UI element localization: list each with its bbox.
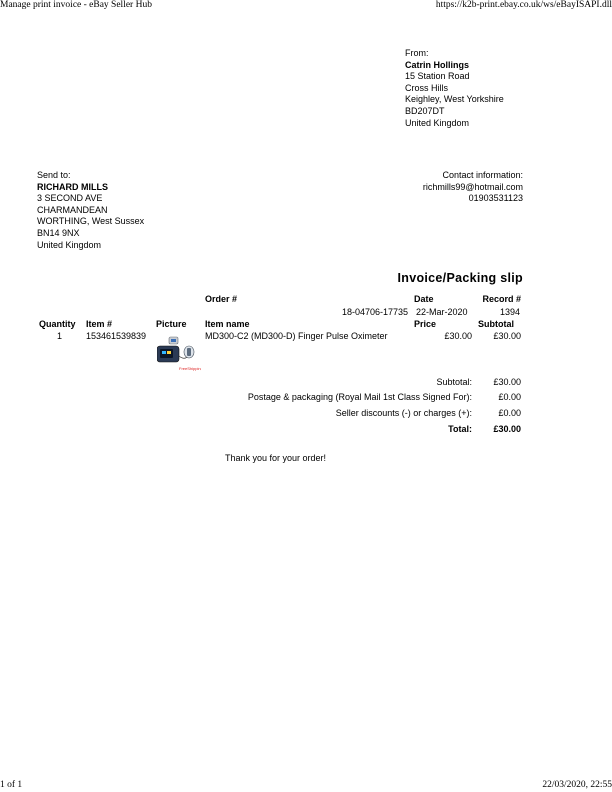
buyer-address-line: 3 SECOND AVE: [37, 193, 103, 204]
record-number-header: Record #: [482, 294, 521, 304]
buyer-address-line: CHARMANDEAN: [37, 204, 108, 215]
item-price: £30.00: [444, 331, 472, 341]
send-to-heading: Send to:: [37, 170, 71, 180]
item-number-header: Item #: [86, 319, 113, 329]
price-header: Price: [414, 319, 437, 329]
seller-address-line: Cross Hills: [405, 82, 449, 93]
send-to-block: [37, 170, 144, 251]
order-number-header: Order #: [205, 294, 238, 304]
thank-you-message: Thank you for your order!: [225, 453, 327, 463]
postage-label: Postage & packaging (Royal Mail 1st Class Signed For):: [247, 392, 472, 402]
subtotal-value: £30.00: [493, 377, 521, 387]
order-date: 22-Mar-2020: [416, 307, 468, 317]
seller-address-line: BD207DT: [405, 105, 445, 116]
print-page-count: 1 of 1: [0, 780, 23, 790]
buyer-name: RICHARD MILLS: [37, 181, 108, 192]
contact-email: richmills99@hotmail.com: [422, 181, 523, 192]
subtotal-label: Subtotal:: [436, 377, 472, 387]
pulse-oximeter-image: [157, 336, 201, 372]
item-subtotal: £30.00: [493, 331, 521, 341]
buyer-address-line: United Kingdom: [37, 239, 102, 250]
item-quantity: 1: [57, 331, 63, 341]
contact-heading: Contact information:: [442, 170, 523, 180]
print-timestamp: 22/03/2020, 22:55: [542, 780, 612, 790]
print-page-url: https://k2b-print.ebay.co.uk/ws/eBayISAPI.dll: [435, 0, 612, 10]
free-shipping-label: FreeShipping: [179, 366, 201, 371]
subtotal-header: Subtotal: [478, 319, 514, 329]
date-header: Date: [414, 294, 434, 304]
quantity-header: Quantity: [39, 319, 76, 329]
order-number: 18-04706-17735: [341, 307, 408, 317]
product-thumbnail: [157, 336, 201, 372]
buyer-address-line: BN14 9NX: [37, 227, 80, 238]
total-value: £30.00: [493, 424, 521, 434]
contact-block: [423, 170, 523, 205]
from-heading: From:: [405, 48, 429, 58]
postage-value: £0.00: [498, 392, 521, 402]
record-number: 1394: [499, 307, 520, 317]
seller-address-line: United Kingdom: [405, 117, 470, 128]
item-number: 153461539839: [86, 331, 147, 341]
item-name-header: Item name: [205, 319, 250, 329]
item-name: MD300-C2 (MD300-D) Finger Pulse Oximeter: [205, 331, 388, 341]
print-page-title: Manage print invoice - eBay Seller Hub: [0, 0, 152, 10]
discounts-value: £0.00: [498, 408, 521, 418]
total-label: Total:: [448, 424, 472, 434]
seller-address-line: Keighley, West Yorkshire: [405, 94, 504, 105]
from-block: [405, 48, 504, 129]
seller-name: Catrin Hollings: [405, 59, 470, 70]
discounts-label: Seller discounts (-) or charges (+):: [335, 408, 472, 418]
invoice-title: Invoice/Packing slip: [397, 271, 523, 285]
seller-address-line: 15 Station Road: [405, 71, 470, 82]
contact-phone: 01903531123: [468, 193, 523, 204]
picture-header: Picture: [156, 319, 187, 329]
buyer-address-line: WORTHING, West Sussex: [37, 216, 145, 227]
